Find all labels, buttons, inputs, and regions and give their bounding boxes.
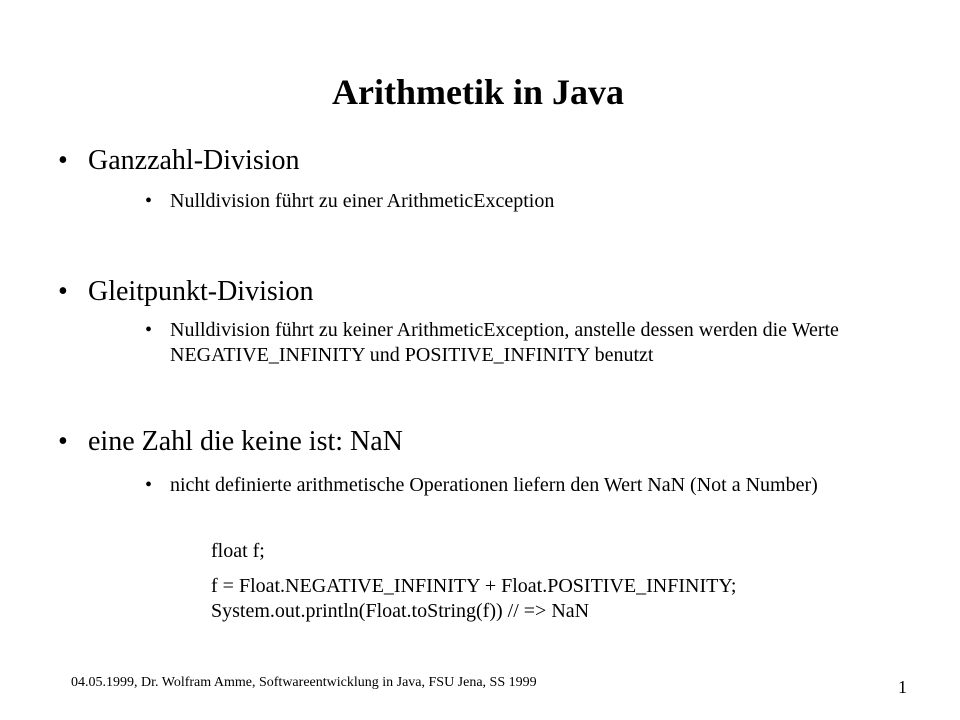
code-line-declaration: float f; [211,540,265,562]
subpoint-nulldivision-infinity [145,318,905,368]
slide-footer: 04.05.1999, Dr. Wolfram Amme, Softwareentwicklung in Java, FSU Jena, SS 1999 [71,675,537,690]
subpoint-text: Nulldivision führt zu keiner ArithmeticException, anstelle dessen werden die Werte NEGATIVE_INFINITY und POSITIVE_INFINITY benutzt [170,319,839,366]
bullet-glyph: • [58,145,68,176]
sub-bullet-glyph: • [145,319,153,341]
subpoint-nan-definition [145,473,905,498]
slide-title: Arithmetik in Java [332,72,624,112]
subpoint-nulldivision-exception [145,189,905,214]
subpoint-text: Nulldivision führt zu einer ArithmeticException [170,190,555,212]
page-number: 1 [898,677,907,697]
heading-nan: eine Zahl die keine ist: NaN [88,426,403,457]
bullet-glyph: • [58,426,68,457]
code-line-assignment: f = Float.NEGATIVE_INFINITY + Float.POSITIVE_INFINITY; [211,575,737,597]
heading-gleitpunkt-division: Gleitpunkt-Division [88,276,314,307]
heading-ganzzahl-division: Ganzzahl-Division [88,145,300,176]
code-line-println: System.out.println(Float.toString(f)) // => NaN [211,600,590,622]
bullet-glyph: • [58,276,68,307]
subpoint-text: nicht definierte arithmetische Operationen liefern den Wert NaN (Not a Number) [170,474,818,496]
sub-bullet-glyph: • [145,474,153,496]
sub-bullet-glyph: • [145,190,153,212]
